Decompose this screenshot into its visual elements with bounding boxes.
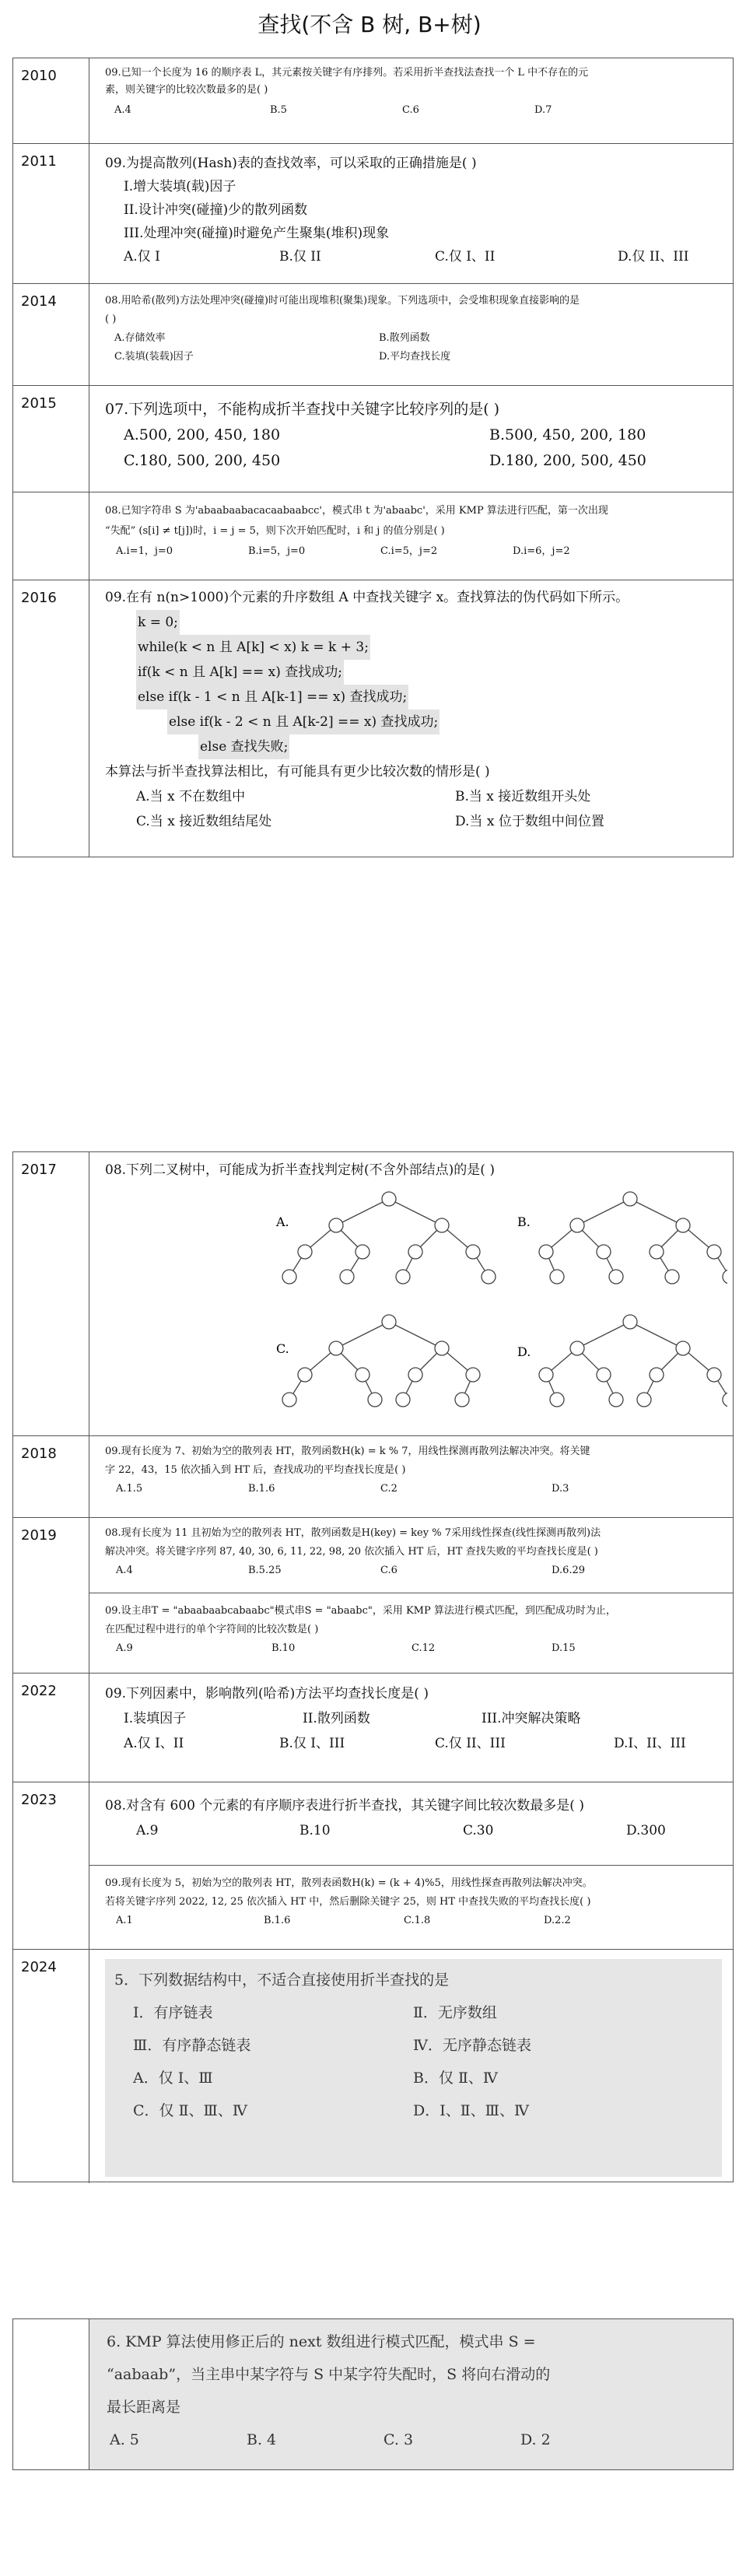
statement-1: Ⅰ．有序链表 xyxy=(133,2004,213,2021)
question-text: 09.下列因素中，影响散列(哈希)方法平均查找长度是( ) xyxy=(105,1686,429,1702)
tree-a-node xyxy=(340,1270,354,1284)
tree-b-node xyxy=(570,1218,584,1232)
option-b: B.散列函数 xyxy=(379,332,430,344)
option-a-2: A.9 xyxy=(116,1642,133,1654)
question-text: 08.下列二叉树中，可能成为折半查找判定树(不含外部结点)的是( ) xyxy=(105,1162,495,1178)
option-b-2: B.10 xyxy=(271,1642,296,1654)
tree-b-node xyxy=(650,1245,664,1259)
tree-c-node xyxy=(435,1341,449,1355)
row-2010 xyxy=(13,58,733,144)
question-text: 5．下列数据结构中，不适合直接使用折半查找的是 xyxy=(114,1971,450,1989)
question-text-cont: 素，则关键字的比较次数最多的是( ) xyxy=(105,84,268,96)
tree-c-edge xyxy=(389,1322,442,1348)
page-title: 查找(不含 B 树, B+树) xyxy=(257,12,482,37)
tree-b-node xyxy=(539,1245,553,1259)
question-text: 09.在有 n(n>1000)个元素的升序数组 A 中查找关键字 x。查找算法的伪代码如下所示。 xyxy=(105,590,629,605)
tree-d-node xyxy=(597,1368,611,1382)
tree-c-node xyxy=(329,1341,343,1355)
option-a: A.500, 200, 450, 180 xyxy=(124,426,281,443)
year-cell: 2016 xyxy=(13,580,89,857)
row-2017 xyxy=(13,1152,733,1436)
option-d: D.6.29 xyxy=(552,1565,586,1576)
option-c: C.6 xyxy=(402,104,419,116)
question-text: 08.现有长度为 11 且初始为空的散列表 HT，散列函数是H(key) = key % 7采用线性探查(线性探测再散列)法 xyxy=(105,1527,601,1539)
tree-c-node xyxy=(282,1393,296,1407)
row-2024 xyxy=(13,1950,733,2183)
year-cell: 2024 xyxy=(13,1950,89,2183)
option-d-2: D.2.2 xyxy=(544,1915,571,1926)
question-text-2: 08.已知字符串 S 为'abaabaabacacaabaabcc'，模式串 t 为'abaabc'，采用 KMP 算法进行匹配，第一次出现 xyxy=(105,505,608,517)
statement-3: III.冲突解决策略 xyxy=(482,1711,581,1726)
option-c: C．仅 Ⅱ、Ⅲ、Ⅳ xyxy=(133,2102,247,2119)
question-text: 08.对含有 600 个元素的有序顺序表进行折半查找，其关键字间比较次数最多是( ) xyxy=(105,1798,584,1814)
tree-c-diagram xyxy=(276,1315,480,1407)
option-d: D.当 x 位于数组中间位置 xyxy=(455,814,604,829)
question-text-2-cont: 若将关键字序列 2022, 12, 25 依次插入 HT 中，然后删除关键字 25，则 HT 中查找失败的平均查找长度( ) xyxy=(105,1896,591,1908)
option-b-2: B.1.6 xyxy=(264,1915,291,1926)
option-b: B.当 x 接近数组开头处 xyxy=(455,789,591,804)
tree-d-node xyxy=(539,1368,553,1382)
option-a: A.4 xyxy=(116,1565,133,1576)
question-text: 09.为提高散列(Hash)表的查找效率，可以采取的正确措施是( ) xyxy=(105,156,477,171)
tree-b-diagram xyxy=(517,1192,727,1284)
tree-c-node xyxy=(466,1368,480,1382)
tree-options xyxy=(89,1183,727,1432)
year-cell: 2017 xyxy=(13,1152,89,1435)
year-cell: 2011 xyxy=(13,144,89,283)
code-line-4: else if(k - 1 < n 且 A[k-1] == x) 查找成功; xyxy=(136,685,408,710)
question-text-cont: ( ) xyxy=(105,314,117,325)
question-text: 6. KMP 算法使用修正后的 next 数组进行模式匹配，模式串 S = xyxy=(107,2333,536,2350)
option-b: B.1.6 xyxy=(248,1483,275,1495)
tree-d-edge xyxy=(630,1322,683,1348)
option-a: A.当 x 不在数组中 xyxy=(136,789,246,804)
question-text-cont: 本算法与折半查找算法相比，有可能具有更少比较次数的情形是( ) xyxy=(105,764,490,780)
tree-c-label: C. xyxy=(276,1341,289,1356)
statement-1: I.装填因子 xyxy=(124,1711,187,1726)
question-text-2-cont: 在匹配过程中进行的单个字符间的比较次数是( ) xyxy=(105,1624,319,1635)
option-c: C.当 x 接近数组结尾处 xyxy=(136,814,272,829)
option-a: A.1.5 xyxy=(116,1483,143,1495)
code-line-2: while(k < n 且 A[k] < x) k = k + 3; xyxy=(136,635,370,660)
tree-b-edge xyxy=(630,1199,683,1225)
code-line-3: if(k < n 且 A[k] == x) 查找成功; xyxy=(136,660,344,685)
row-2016 xyxy=(13,580,733,857)
row-2022 xyxy=(13,1674,733,1782)
option-b-2: B.i=5，j=0 xyxy=(248,545,306,557)
statement-2: II.散列函数 xyxy=(303,1711,370,1726)
row-2018 xyxy=(13,1436,733,1518)
option-a-2: A.1 xyxy=(116,1915,133,1926)
year-cell: 2022 xyxy=(13,1674,89,1782)
tree-c-node xyxy=(355,1368,370,1382)
option-d-2: D.i=6，j=2 xyxy=(513,545,570,557)
tree-a-node xyxy=(355,1245,370,1259)
row-2015 xyxy=(13,386,733,580)
question-text-2-cont: “失配” (s[i] ≠ t[j])时，i = j = 5，则下次开始匹配时，i 和 j 的值分别是( ) xyxy=(105,525,445,537)
row-2024-kmp xyxy=(13,2319,733,2469)
year-cell xyxy=(13,2319,89,2469)
tree-d-node xyxy=(570,1341,584,1355)
statement-1: I.增大装填(载)因子 xyxy=(124,179,236,195)
tree-d-node xyxy=(650,1368,664,1382)
tree-d-edge xyxy=(577,1322,630,1348)
tree-b-node xyxy=(623,1192,637,1206)
option-c-2: C.12 xyxy=(412,1642,436,1654)
tree-b-node xyxy=(597,1245,611,1259)
option-c: C.30 xyxy=(463,1823,494,1838)
tree-a-label: A. xyxy=(276,1214,289,1229)
option-b: B.5 xyxy=(270,104,287,116)
option-d: D.平均查找长度 xyxy=(379,351,451,363)
tree-c-node xyxy=(408,1368,422,1382)
option-d: D.7 xyxy=(534,104,552,116)
option-d: D. 2 xyxy=(520,2431,551,2448)
tree-c-node xyxy=(298,1368,312,1382)
tree-c-node xyxy=(382,1315,396,1329)
tree-b-node xyxy=(550,1270,564,1284)
option-b: B.仅 II xyxy=(279,249,321,265)
tree-d-label: D. xyxy=(517,1344,531,1359)
statement-2: Ⅱ．无序数组 xyxy=(413,2004,497,2021)
exam-table-3 xyxy=(12,2318,734,2470)
question-text-2: 09.设主串T = "abaabaabcabaabc"模式串S = "abaabc"，采用 KMP 算法进行模式匹配，到匹配成功时为止， xyxy=(105,1605,616,1617)
option-c: C. 3 xyxy=(384,2431,414,2448)
row-2023 xyxy=(13,1782,733,1950)
option-b: B.仅 I、III xyxy=(279,1736,345,1751)
tree-d-node xyxy=(609,1393,623,1407)
tree-b-node xyxy=(707,1245,721,1259)
statement-3: Ⅲ．有序静态链表 xyxy=(133,2037,251,2054)
option-c: C.2 xyxy=(380,1483,398,1495)
tree-a-node xyxy=(408,1245,422,1259)
tree-b-node xyxy=(665,1270,679,1284)
tree-a-edge xyxy=(389,1199,442,1225)
tree-d-node xyxy=(637,1393,651,1407)
year-cell: 2010 xyxy=(13,58,89,143)
option-b: B.500, 450, 200, 180 xyxy=(489,426,646,443)
code-line-6: else 查找失败; xyxy=(198,734,289,759)
question-text: 09.已知一个长度为 16 的顺序表 L，其元素按关键字有序排列。若采用折半查找法查找一个 L 中不存在的元 xyxy=(105,67,589,79)
tree-b-node xyxy=(723,1270,727,1284)
tree-b-edge xyxy=(577,1199,630,1225)
option-b: B. 4 xyxy=(247,2431,277,2448)
option-d: D.300 xyxy=(626,1823,666,1838)
tree-a-node xyxy=(396,1270,410,1284)
tree-a-node xyxy=(329,1218,343,1232)
year-cell: 2019 xyxy=(13,1518,89,1673)
question-text: 09.现有长度为 7、初始为空的散列表 HT，散列函数H(k) = k % 7，用线性探测再散列法解决冲突。将关键 xyxy=(105,1446,590,1457)
option-a: A. 5 xyxy=(110,2431,139,2448)
tree-c-edge xyxy=(336,1322,389,1348)
option-a: A．仅 Ⅰ、Ⅲ xyxy=(133,2070,213,2087)
tree-c-node xyxy=(396,1393,410,1407)
option-a: A.仅 I、II xyxy=(124,1736,184,1751)
question-text-cont-2: 最长距离是 xyxy=(107,2399,181,2416)
option-c-2: C.i=5，j=2 xyxy=(380,545,438,557)
row-2014 xyxy=(13,284,733,386)
year-cell: 2023 xyxy=(13,1782,89,1949)
question-text: 08.用哈希(散列)方法处理冲突(碰撞)时可能出现堆积(聚集)现象。下列选项中，会受堆积现象直接影响的是 xyxy=(105,295,580,307)
tree-d-diagram xyxy=(517,1315,727,1407)
option-d: D.仅 II、III xyxy=(618,249,689,265)
statement-2: II.设计冲突(碰撞)少的散列函数 xyxy=(124,202,308,218)
option-b: B.5.25 xyxy=(248,1565,282,1576)
year-cell: 2018 xyxy=(13,1436,89,1517)
question-text-cont: 字 22，43，15 依次插入到 HT 后，查找成功的平均查找长度是( ) xyxy=(105,1464,406,1476)
tree-c-node xyxy=(368,1393,382,1407)
option-a: A.4 xyxy=(114,104,131,116)
tree-a-diagram xyxy=(275,1192,496,1284)
option-c: C.180, 500, 200, 450 xyxy=(124,452,281,469)
tree-b-node xyxy=(676,1218,690,1232)
option-d-2: D.15 xyxy=(552,1642,576,1654)
tree-a-node xyxy=(382,1192,396,1206)
question-text: 07.下列选项中，不能构成折半查找中关键字比较序列的是( ) xyxy=(105,401,500,418)
tree-a-node xyxy=(482,1270,496,1284)
option-a-2: A.i=1，j=0 xyxy=(116,545,173,557)
statement-3: III.处理冲突(碰撞)时避免产生聚集(堆积)现象 xyxy=(124,226,390,241)
option-b: B.10 xyxy=(299,1823,331,1838)
statement-4: Ⅳ．无序静态链表 xyxy=(413,2037,531,2054)
year-cell: 2014 xyxy=(13,284,89,385)
question-text-cont: “aabaab”，当主串中某字符与 S 中某字符失配时，S 将向右滑动的 xyxy=(107,2366,551,2383)
exam-table-1 xyxy=(12,58,734,857)
option-a: A.存储效率 xyxy=(114,332,166,344)
option-b: B．仅 Ⅱ、Ⅳ xyxy=(413,2070,498,2087)
tree-c-node xyxy=(455,1393,469,1407)
tree-b-label: B. xyxy=(517,1214,531,1229)
tree-a-node xyxy=(466,1245,480,1259)
option-c: C.仅 I、II xyxy=(435,249,496,265)
row-2019 xyxy=(13,1518,733,1674)
tree-d-node xyxy=(550,1393,564,1407)
tree-a-node xyxy=(282,1270,296,1284)
tree-a-node xyxy=(435,1218,449,1232)
code-line-5: else if(k - 2 < n 且 A[k-2] == x) 查找成功; xyxy=(167,710,440,734)
option-a: A.9 xyxy=(136,1823,159,1838)
year-cell: 2015 xyxy=(13,386,89,580)
tree-d-node xyxy=(723,1393,727,1407)
code-line-1: k = 0; xyxy=(136,610,180,635)
option-d: D.3 xyxy=(552,1483,569,1495)
tree-d-node xyxy=(676,1341,690,1355)
option-c: C.仅 II、III xyxy=(435,1736,506,1751)
tree-a-node xyxy=(298,1245,312,1259)
option-d: D.180, 200, 500, 450 xyxy=(489,452,646,469)
option-d: D.I、II、III xyxy=(614,1736,686,1751)
tree-a-edge xyxy=(336,1199,389,1225)
tree-d-node xyxy=(707,1368,721,1382)
option-a: A.仅 I xyxy=(124,249,160,265)
question-text-cont: 解决冲突。将关键字序列 87, 40, 30, 6, 11, 22, 98, 20 依次插入 HT 后，HT 查找失败的平均查找长度是( ) xyxy=(105,1546,598,1558)
exam-table-2 xyxy=(12,1151,734,2182)
tree-d-node xyxy=(623,1315,637,1329)
option-c: C.6 xyxy=(380,1565,398,1576)
option-c-2: C.1.8 xyxy=(404,1915,431,1926)
option-c: C.装填(装载)因子 xyxy=(114,351,194,363)
tree-b-node xyxy=(609,1270,623,1284)
row-2011 xyxy=(13,144,733,284)
option-d: D．Ⅰ、Ⅱ、Ⅲ、Ⅳ xyxy=(413,2102,529,2119)
question-text-2: 09.现有长度为 5，初始为空的散列表 HT，散列表函数H(k) = (k + 4)%5，用线性探查再散列法解决冲突。 xyxy=(105,1877,593,1889)
